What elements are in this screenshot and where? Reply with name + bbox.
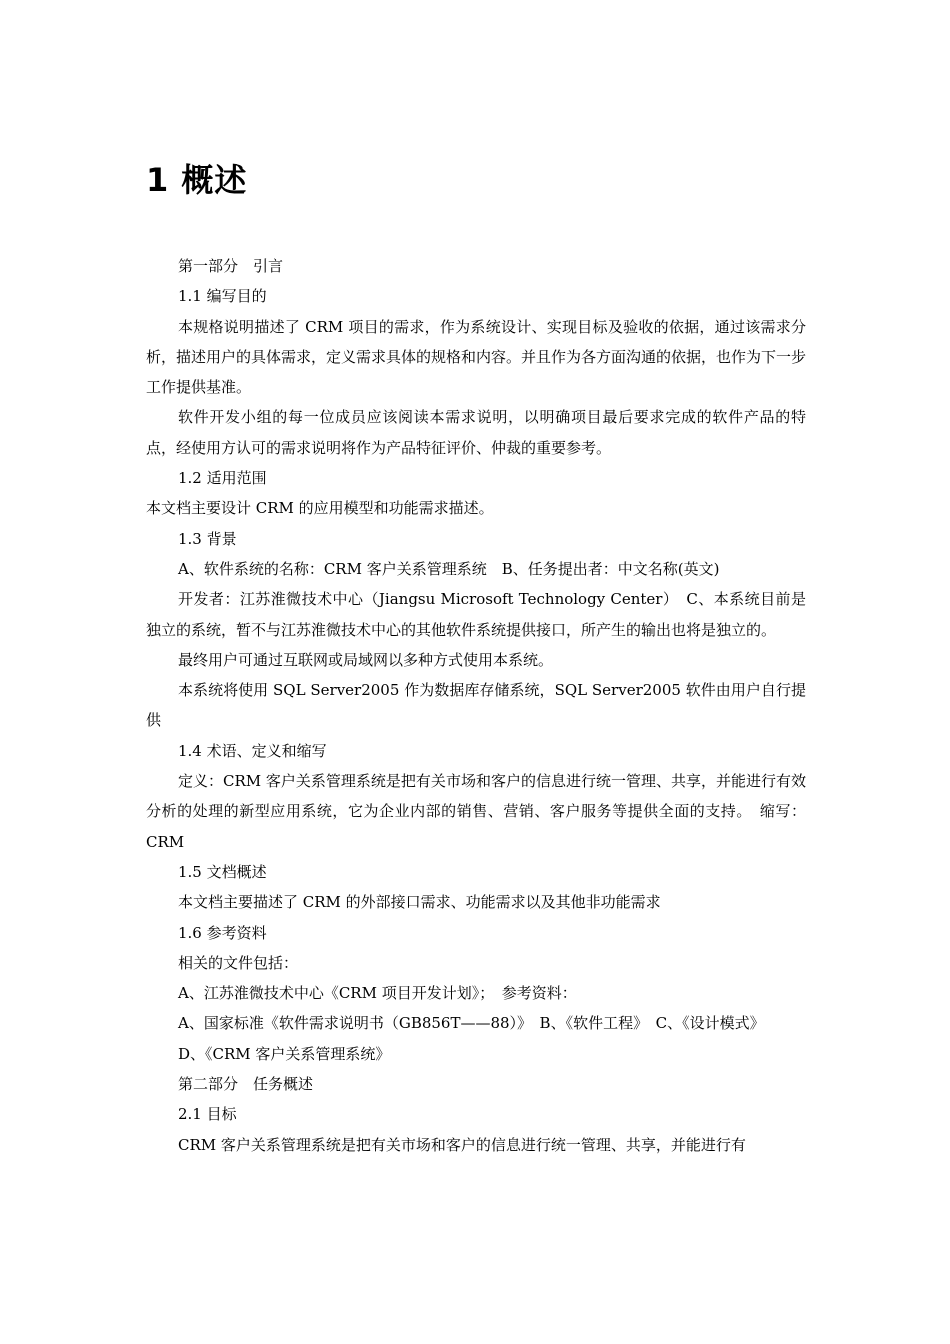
subsection-heading: 1.3 背景 (178, 529, 237, 548)
subsection-heading: 1.6 参考资料 (178, 923, 267, 942)
paragraph: 本系统将使用 SQL Server2005 作为数据库存储系统，SQL Server2005 软件由用户自行提供 (146, 681, 806, 730)
paragraph: CRM 客户关系管理系统是把有关市场和客户的信息进行统一管理、共享，并能进行有 (178, 1135, 746, 1154)
subsection-heading: 1.5 文档概述 (178, 862, 267, 881)
subsection-heading: 1.2 适用范围 (178, 469, 267, 488)
paragraph: 本文档主要设计 CRM 的应用模型和功能需求描述。 (146, 499, 494, 518)
paragraph: 开发者：江苏淮微技术中心（Jiangsu Microsoft Technology Center） C、本系统目前是独立的系统，暂不与江苏淮微技术中心的其他软件系统提供接口，所产生的输出也将是独立的。 (146, 590, 806, 639)
section-heading: 第一部分 引言 (178, 257, 284, 275)
paragraph: 本文档主要描述了 CRM 的外部接口需求、功能需求以及其他非功能需求 (178, 893, 661, 912)
paragraph: D、《CRM 客户关系管理系统》 (178, 1044, 391, 1063)
subsection-heading: 2.1 目标 (178, 1105, 237, 1124)
paragraph: A、国家标准《软件需求说明书（GB856T——88）》 B、《软件工程》 C、《设计模式》 (178, 1014, 765, 1033)
paragraph: 本规格说明描述了 CRM 项目的需求，作为系统设计、实现目标及验收的依据，通过该需求分析，描述用户的具体需求，定义需求具体的规格和内容。并且作为各方面沟通的依据，也作为下一步工作提供基准。 (146, 317, 807, 397)
document-body (146, 251, 806, 1160)
section-heading: 第二部分 任务概述 (178, 1075, 314, 1094)
paragraph: 最终用户可通过互联网或局域网以多种方式使用本系统。 (178, 650, 554, 669)
paragraph: 软件开发小组的每一位成员应该阅读本需求说明，以明确项目最后要求完成的软件产品的特点，经使用方认可的需求说明将作为产品特征评价、仲裁的重要参考。 (146, 408, 806, 457)
subsection-heading: 1.4 术语、定义和缩写 (178, 741, 327, 760)
paragraph: 定义：CRM 客户关系管理系统是把有关市场和客户的信息进行统一管理、共享，并能进行有效分析的处理的新型应用系统，它为企业内部的销售、营销、客户服务等提供全面的支持。 缩写：CRM (146, 772, 806, 851)
paragraph: 相关的文件包括： (178, 953, 299, 972)
chapter-title: 1 概述 (146, 161, 248, 199)
paragraph: A、江苏淮微技术中心《CRM 项目开发计划》； 参考资料： (178, 984, 577, 1003)
subsection-heading: 1.1 编写目的 (178, 287, 267, 306)
paragraph: A、软件系统的名称：CRM 客户关系管理系统 B、任务提出者：中文名称(英文) (178, 559, 720, 578)
